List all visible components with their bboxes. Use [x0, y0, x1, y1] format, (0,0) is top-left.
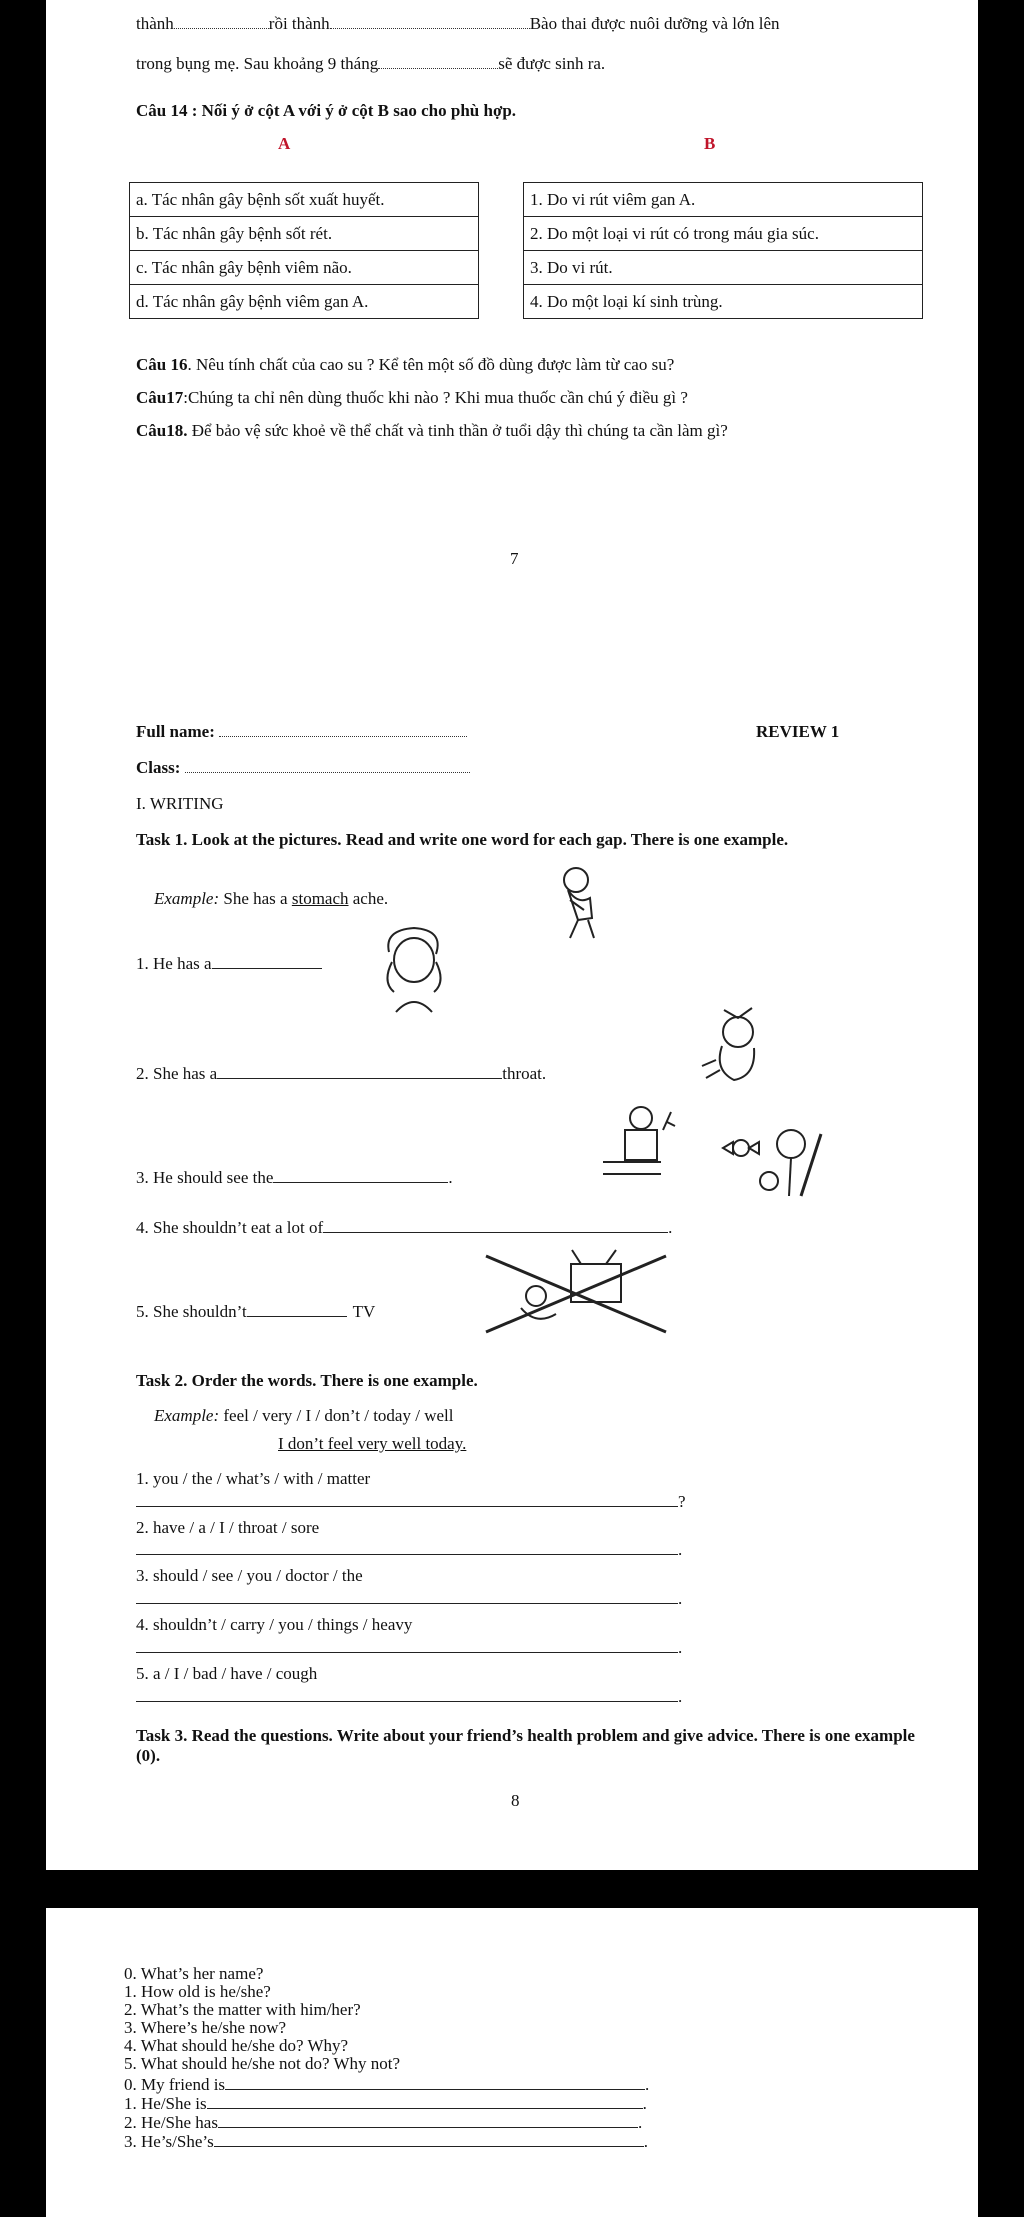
review-title: REVIEW 1 [756, 722, 840, 741]
watching-tv-crossed-picture [476, 1246, 676, 1336]
item-2: 2. She has a throat. [136, 1064, 547, 1083]
page-7 [46, 0, 978, 626]
item-4: 4. She shouldn’t eat a lot of . [136, 1218, 673, 1237]
fill-line-1: thành rồi thành Bào thai được nuôi dưỡng và lớn lên [136, 14, 780, 33]
column-a-heading: A [278, 134, 291, 153]
question-item: 2. What’s the matter with him/her? [124, 2000, 361, 2019]
task-2-answer-line[interactable]: ? [136, 1492, 686, 1512]
blank-3[interactable] [378, 54, 498, 69]
task-2-answer-line[interactable]: . [136, 1687, 682, 1707]
page-number: 8 [511, 1791, 520, 1810]
item-2-blank[interactable] [217, 1064, 502, 1079]
table-cell: d. Tác nhân gây bệnh viêm gan A. [130, 285, 479, 319]
question-14: Câu 14 : Nối ý ở cột A với ý ở cột B sao cho phù hợp. [136, 101, 517, 120]
table-cell: 4. Do một loại kí sinh trùng. [524, 285, 923, 319]
table-cell: 3. Do vi rút. [524, 251, 923, 285]
task-2-item: 5. a / I / bad / have / cough [136, 1664, 318, 1683]
answer-blank[interactable] [207, 2094, 643, 2109]
example-line: Example: She has a stomach ache. [154, 889, 389, 908]
table-cell: c. Tác nhân gây bệnh viêm não. [130, 251, 479, 285]
doctor-picture [601, 1100, 691, 1180]
task-3-heading: Task 3. Read the questions. Write about your friend’s health problem and give advice. There is one example (0). [136, 1726, 915, 1765]
question-item: 4. What should he/she do? Why? [124, 2036, 349, 2055]
question-16: Câu 16. Nêu tính chất của cao su ? Kể tên một số đồ dùng được làm từ cao su? [136, 355, 675, 374]
page-8 [46, 626, 978, 1870]
task-2-example: Example: feel / very / I / don’t / today / well [154, 1406, 454, 1425]
task-2-answer-line[interactable]: . [136, 1589, 682, 1609]
answer-blank[interactable] [218, 2113, 638, 2128]
table-cell: 2. Do một loại vi rút có trong máu gia súc. [524, 217, 923, 251]
blank-1[interactable] [174, 14, 269, 29]
answer-item: 0. My friend is . [124, 2075, 650, 2094]
sweets-picture [711, 1126, 851, 1206]
question-17: Câu17:Chúng ta chỉ nên dùng thuốc khi nào ? Khi mua thuốc cần chú ý điều gì ? [136, 388, 688, 407]
page-number: 7 [510, 549, 519, 568]
table-cell: a. Tác nhân gây bệnh sốt xuất huyết. [130, 183, 479, 217]
question-list [124, 1965, 400, 2073]
blank-2[interactable] [330, 14, 530, 29]
item-3: 3. He should see the . [136, 1168, 453, 1187]
column-b-heading: B [704, 134, 716, 153]
full-name-row: Full name: [136, 722, 467, 742]
page-9 [46, 1908, 978, 2217]
item-4-blank[interactable] [323, 1218, 668, 1233]
item-5: 5. She shouldn’t TV [136, 1302, 376, 1321]
answer-blank[interactable] [225, 2075, 645, 2090]
stomach-ache-picture [548, 860, 618, 942]
item-5-blank[interactable] [247, 1302, 347, 1317]
headache-picture [374, 922, 454, 1020]
answer-blank[interactable] [214, 2132, 644, 2147]
task-2-item: 1. you / the / what’s / with / matter [136, 1469, 371, 1488]
question-18: Câu18. Để bảo vệ sức khoẻ về thể chất và tinh thần ở tuổi dậy thì chúng ta cần làm gì? [136, 421, 728, 440]
table-column-b [523, 182, 923, 319]
question-item: 1. How old is he/she? [124, 1982, 271, 2001]
class-row: Class: [136, 758, 470, 778]
answer-item: 3. He’s/She’s . [124, 2132, 648, 2151]
question-item: 5. What should he/she not do? Why not? [124, 2054, 401, 2073]
task-2-answer-line[interactable]: . [136, 1540, 682, 1560]
task-2-answer-line[interactable]: . [136, 1638, 682, 1658]
answer-item: 2. He/She has . [124, 2113, 643, 2132]
full-name-blank[interactable] [219, 722, 467, 737]
class-blank[interactable] [185, 758, 470, 773]
task-2-item: 2. have / a / I / throat / sore [136, 1518, 320, 1537]
task-2-item: 3. should / see / you / doctor / the [136, 1566, 363, 1585]
table-column-a [129, 182, 479, 319]
fill-line-2: trong bụng mẹ. Sau khoảng 9 tháng sẽ được sinh ra. [136, 54, 606, 73]
task-1-heading: Task 1. Look at the pictures. Read and write one word for each gap. There is one example. [136, 830, 789, 849]
task-2-item: 4. shouldn’t / carry / you / things / heavy [136, 1615, 413, 1634]
answer-list [124, 2075, 649, 2151]
table-cell: 1. Do vi rút viêm gan A. [524, 183, 923, 217]
task-2-example-answer: I don’t feel very well today. [278, 1434, 467, 1453]
item-3-blank[interactable] [273, 1168, 448, 1183]
answer-item: 1. He/She is . [124, 2094, 647, 2113]
question-item: 0. What’s her name? [124, 1964, 264, 1983]
question-item: 3. Where’s he/she now? [124, 2018, 287, 2037]
sore-throat-picture [694, 1000, 774, 1084]
section-heading: I. WRITING [136, 794, 224, 813]
table-cell: b. Tác nhân gây bệnh sốt rét. [130, 217, 479, 251]
task-2-heading: Task 2. Order the words. There is one example. [136, 1371, 478, 1390]
item-1-blank[interactable] [212, 954, 322, 969]
item-1: 1. He has a [136, 954, 322, 974]
